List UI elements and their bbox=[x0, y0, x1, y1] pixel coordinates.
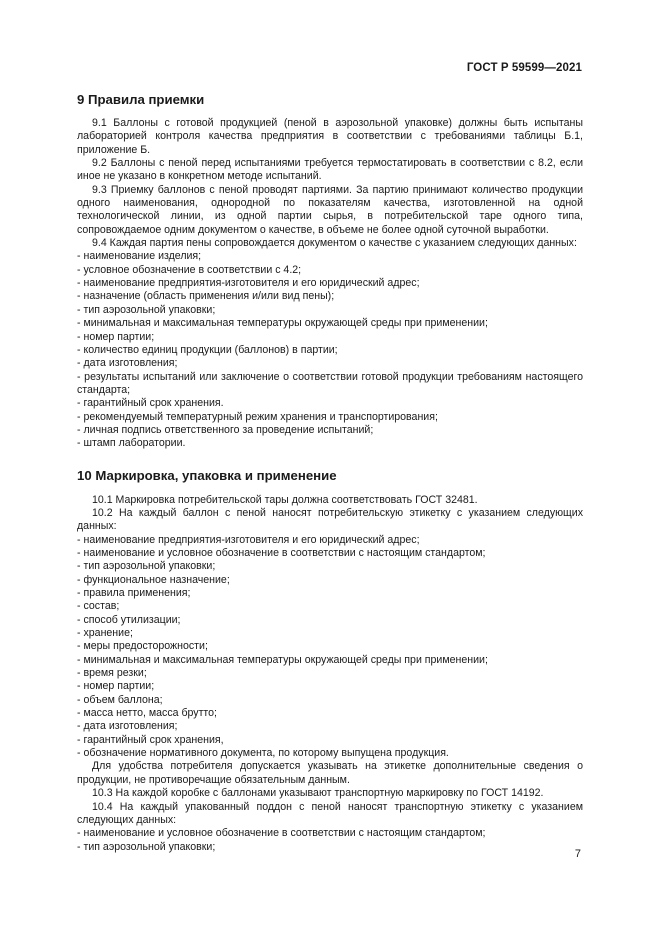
list-item: - результаты испытаний или заключение о соответствии готовой продукции требованиям настоящего стандарта; bbox=[77, 371, 583, 398]
paragraph-10-1: 10.1 Маркировка потребительской тары должна соответствовать ГОСТ 32481. bbox=[92, 493, 478, 506]
paragraph-10-3: 10.3 На каждой коробке с баллонами указывают транспортную маркировку по ГОСТ 14192. bbox=[92, 787, 544, 800]
list-item: - номер партии; bbox=[77, 331, 583, 344]
list-item: - штамп лаборатории. bbox=[77, 437, 583, 450]
quality-document-data-list bbox=[77, 250, 583, 450]
paragraph-9-4: 9.4 Каждая партия пены сопровождается документом о качестве с указанием следующих данных: bbox=[92, 237, 577, 250]
list-item: - хранение; bbox=[77, 627, 583, 640]
list-item: - рекомендуемый температурный режим хранения и транспортирования; bbox=[77, 411, 583, 424]
paragraph-9-3: 9.3 Приемку баллонов с пеной проводят партиями. За партию принимают количество продукции одного наименования, однородной по показателям качества, изготовленной на одной технологической линии, из одной партии сырья, в потребительской таре одного типа, сопровождаемое одним документом о качестве, в объеме не более одной суточной выработки. bbox=[77, 183, 583, 236]
list-item: - наименование изделия; bbox=[77, 250, 583, 263]
page-number: 7 bbox=[574, 848, 581, 860]
list-item: - гарантийный срок хранения. bbox=[77, 397, 583, 410]
list-item: - тип аэрозольной упаковки; bbox=[77, 560, 583, 573]
list-item: - состав; bbox=[77, 600, 583, 613]
list-item: - функциональное назначение; bbox=[77, 574, 583, 587]
list-item: - тип аэрозольной упаковки; bbox=[77, 304, 583, 317]
list-item: - объем баллона; bbox=[77, 694, 583, 707]
section-9-title: 9 Правила приемки bbox=[77, 92, 205, 107]
paragraph-9-1: 9.1 Баллоны с готовой продукцией (пеной в аэрозольной упаковке) должны быть испытаны лабораторией контроля качества предприятия в соответствии с требованиями таблицы Б.1, приложение Б. bbox=[77, 117, 583, 156]
consumer-label-data-list bbox=[77, 534, 583, 761]
list-item: - номер партии; bbox=[77, 680, 583, 693]
list-item: - обозначение нормативного документа, по которому выпущена продукция. bbox=[77, 747, 583, 760]
paragraph-10-2: 10.2 На каждый баллон с пеной наносят потребительскую этикетку с указанием следующих данных: bbox=[77, 506, 583, 533]
list-item: - наименование предприятия-изготовителя и его юридический адрес; bbox=[77, 277, 583, 290]
paragraph-10-2-note: Для удобства потребителя допускается указывать на этикетке дополнительные сведения о продукции, не противоречащие обязательным данным. bbox=[77, 760, 583, 786]
transport-label-data-list bbox=[77, 827, 583, 854]
list-item: - условное обозначение в соответствии с 4.2; bbox=[77, 264, 583, 277]
list-item: - масса нетто, масса брутто; bbox=[77, 707, 583, 720]
list-item: - способ утилизации; bbox=[77, 614, 583, 627]
list-item: - правила применения; bbox=[77, 587, 583, 600]
list-item: - минимальная и максимальная температуры окружающей среды при применении; bbox=[77, 317, 583, 330]
list-item: - гарантийный срок хранения, bbox=[77, 734, 583, 747]
section-10-title: 10 Маркировка, упаковка и применение bbox=[77, 467, 337, 483]
document-content bbox=[77, 92, 583, 854]
paragraph-9-2: 9.2 Баллоны с пеной перед испытаниями требуется термостатировать в соответствии с 8.2, если иное не указано в конкретном методе испытаний. bbox=[77, 157, 583, 183]
list-item: - количество единиц продукции (баллонов) в партии; bbox=[77, 344, 583, 357]
list-item: - дата изготовления; bbox=[77, 720, 583, 733]
list-item: - наименование и условное обозначение в соответствии с настоящим стандартом; bbox=[77, 827, 583, 840]
paragraph-10-4: 10.4 На каждый упакованный поддон с пеной наносят транспортную этикетку с указанием следующих данных: bbox=[77, 800, 583, 826]
list-item: - личная подпись ответственного за проведение испытаний; bbox=[77, 424, 583, 437]
list-item: - тип аэрозольной упаковки; bbox=[77, 841, 583, 854]
document-id-header: ГОСТ Р 59599—2021 bbox=[466, 62, 582, 74]
list-item: - меры предосторожности; bbox=[77, 640, 583, 653]
list-item: - назначение (область применения и/или вид пены); bbox=[77, 290, 583, 303]
list-item: - время резки; bbox=[77, 667, 583, 680]
list-item: - наименование и условное обозначение в соответствии с настоящим стандартом; bbox=[77, 547, 583, 560]
list-item: - дата изготовления; bbox=[77, 357, 583, 370]
list-item: - минимальная и максимальная температуры окружающей среды при применении; bbox=[77, 654, 583, 667]
list-item: - наименование предприятия-изготовителя и его юридический адрес; bbox=[77, 534, 583, 547]
